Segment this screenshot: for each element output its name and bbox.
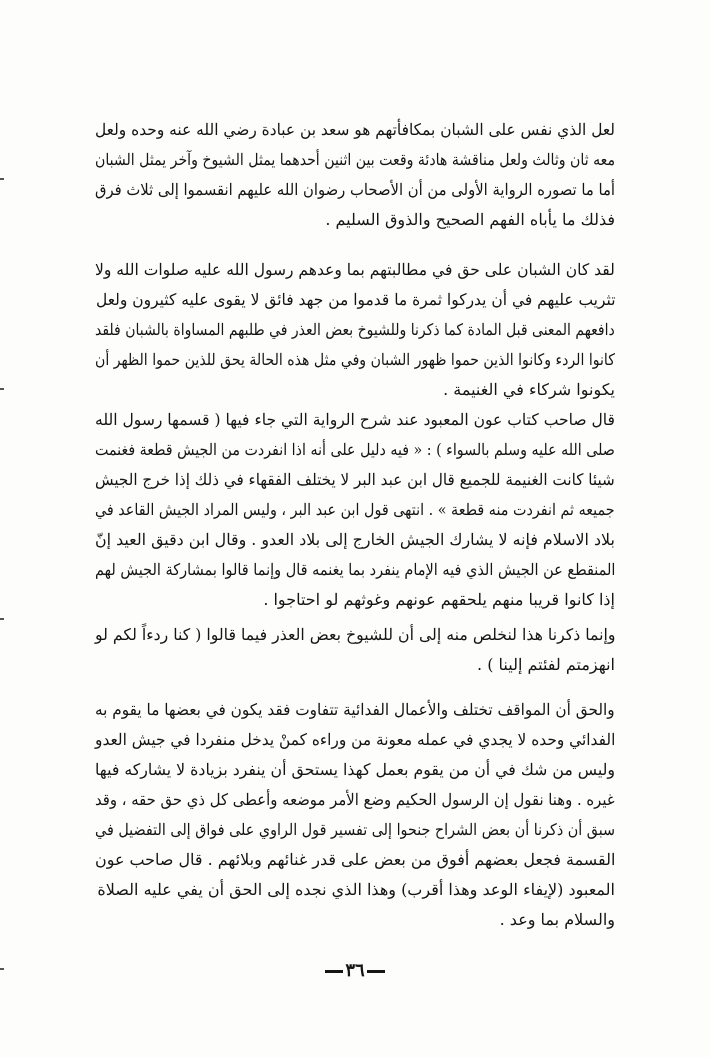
- page-number-dash: [325, 970, 343, 973]
- text-line: صلى الله عليه وسلم بالسواء ) : « فيه دليل على أنه اذا انفردت من الجيش قطعة فغنمت: [95, 440, 615, 459]
- text-line: معه ثان وثالث ولعل مناقشة هادئة وقعت بين اثنين أحدهما يمثل الشيوخ وآخر يمثل الشبان: [94, 150, 615, 169]
- text-line: يكونوا شركاء في الغنيمة .: [443, 380, 615, 399]
- text-line: لقد كان الشبان على حق في مطالبتهم بما وعدهم رسول الله عليه صلوات الله ولا: [95, 260, 615, 279]
- text-line: إذا كانوا قريبا منهم يلحقهم عونهم وغوثهم لو احتاجوا .: [263, 590, 615, 609]
- text-line: غيره . وهنا نقول إن الرسول الحكيم وضع الأمر موضعه وأعطى كل ذي حق حقه ، وقد: [95, 790, 615, 809]
- text-line: المعبود (لإيفاء الوعد وهذا أقرب) وهذا الذي نجده إلى الحق أن يفي عليه الصلاة: [97, 880, 615, 899]
- text-line: لعل الذي نفس على الشبان بمكافأتهم هو سعد بن عبادة رضي الله عنه وحده ولعل: [95, 120, 615, 139]
- scan-edge-mark: [0, 388, 4, 390]
- text-line: شيئا كانت الغنيمة للجميع قال ابن عبد البر لا يختلف الفقهاء في ذلك إذا خرج الجيش: [95, 470, 615, 489]
- text-line: تثريب عليهم في أن يدركوا ثمرة ما قدموا من جهد فائق لا يقوى عليه كثيرون ولعل: [95, 290, 615, 309]
- text-line: والسلام بما وعد .: [499, 910, 615, 929]
- text-line: سبق أن ذكرنا أن بعض الشراح جنحوا إلى تفسير قول الراوي على فواق إلى التفضيل في: [94, 820, 615, 839]
- scan-edge-mark: [0, 618, 4, 620]
- text-line: جميعه ثم انفردت منه قطعة » . انتهى قول ابن عبد البر ، وليس المراد الجيش القاعد في: [95, 500, 615, 519]
- page-number-dash: [367, 970, 385, 973]
- scan-edge-mark: [0, 968, 4, 970]
- text-line: أما ما تصوره الرواية الأولى من أن الأصحاب رضوان الله عليهم انقسموا إلى ثلاث فرق: [95, 180, 615, 199]
- page-number-value: ٣٦: [345, 960, 365, 981]
- text-line: وإنما ذكرنا هذا لنخلص منه إلى أن للشيوخ بعض العذر فيما قالوا ( كنا ردءاً لكم لو: [94, 625, 615, 644]
- text-line: انهزمتم لفئتم إلينا ) .: [477, 655, 615, 674]
- text-line: قال صاحب كتاب عون المعبود عند شرح الرواية التي جاء فيها ( قسمها رسول الله: [95, 410, 615, 429]
- text-line: المنقطع عن الجيش الذي فيه الإمام ينفرد بما يغنمه قال وإنما قالوا بمشاركة الجيش لهم: [94, 560, 615, 579]
- page-number: [300, 960, 410, 981]
- text-line: دافعهم المعنى قبل المادة كما ذكرنا وللشيوخ بعض العذر في طلبهم المساواة بالشبان فلقد: [95, 320, 615, 339]
- text-line: القسمة فجعل بعضهم أفوق من بعض على قدر غنائهم وبلائهم . قال صاحب عون: [94, 850, 615, 869]
- text-line: والحق أن المواقف تختلف والأعمال الفدائية تتفاوت فقد يكون في بعضها ما يقوم به: [95, 700, 615, 719]
- text-line: وليس من شك في أن من يقوم بعمل كهذا يستحق أن ينفرد بزيادة لا يشاركه فيها: [94, 760, 615, 779]
- text-line: فذلك ما يأباه الفهم الصحيح والذوق السليم .: [325, 210, 615, 229]
- scan-edge-mark: [0, 178, 4, 180]
- text-line: بلاد الاسلام فإنه لا يشارك الجيش الخارج إلى بلاد العدو . وقال ابن دقيق العيد إنّ: [95, 530, 615, 549]
- text-line: الفدائي وحده لا يجدي في عمله معونة من وراءه كمنْ يدخل منفردا في جيش العدو: [94, 730, 615, 749]
- text-line: كانوا الردء وكانوا الذين حموا ظهور الشبان وفي مثل هذه الحالة يحق للذين حموا الظهر أن: [95, 350, 615, 369]
